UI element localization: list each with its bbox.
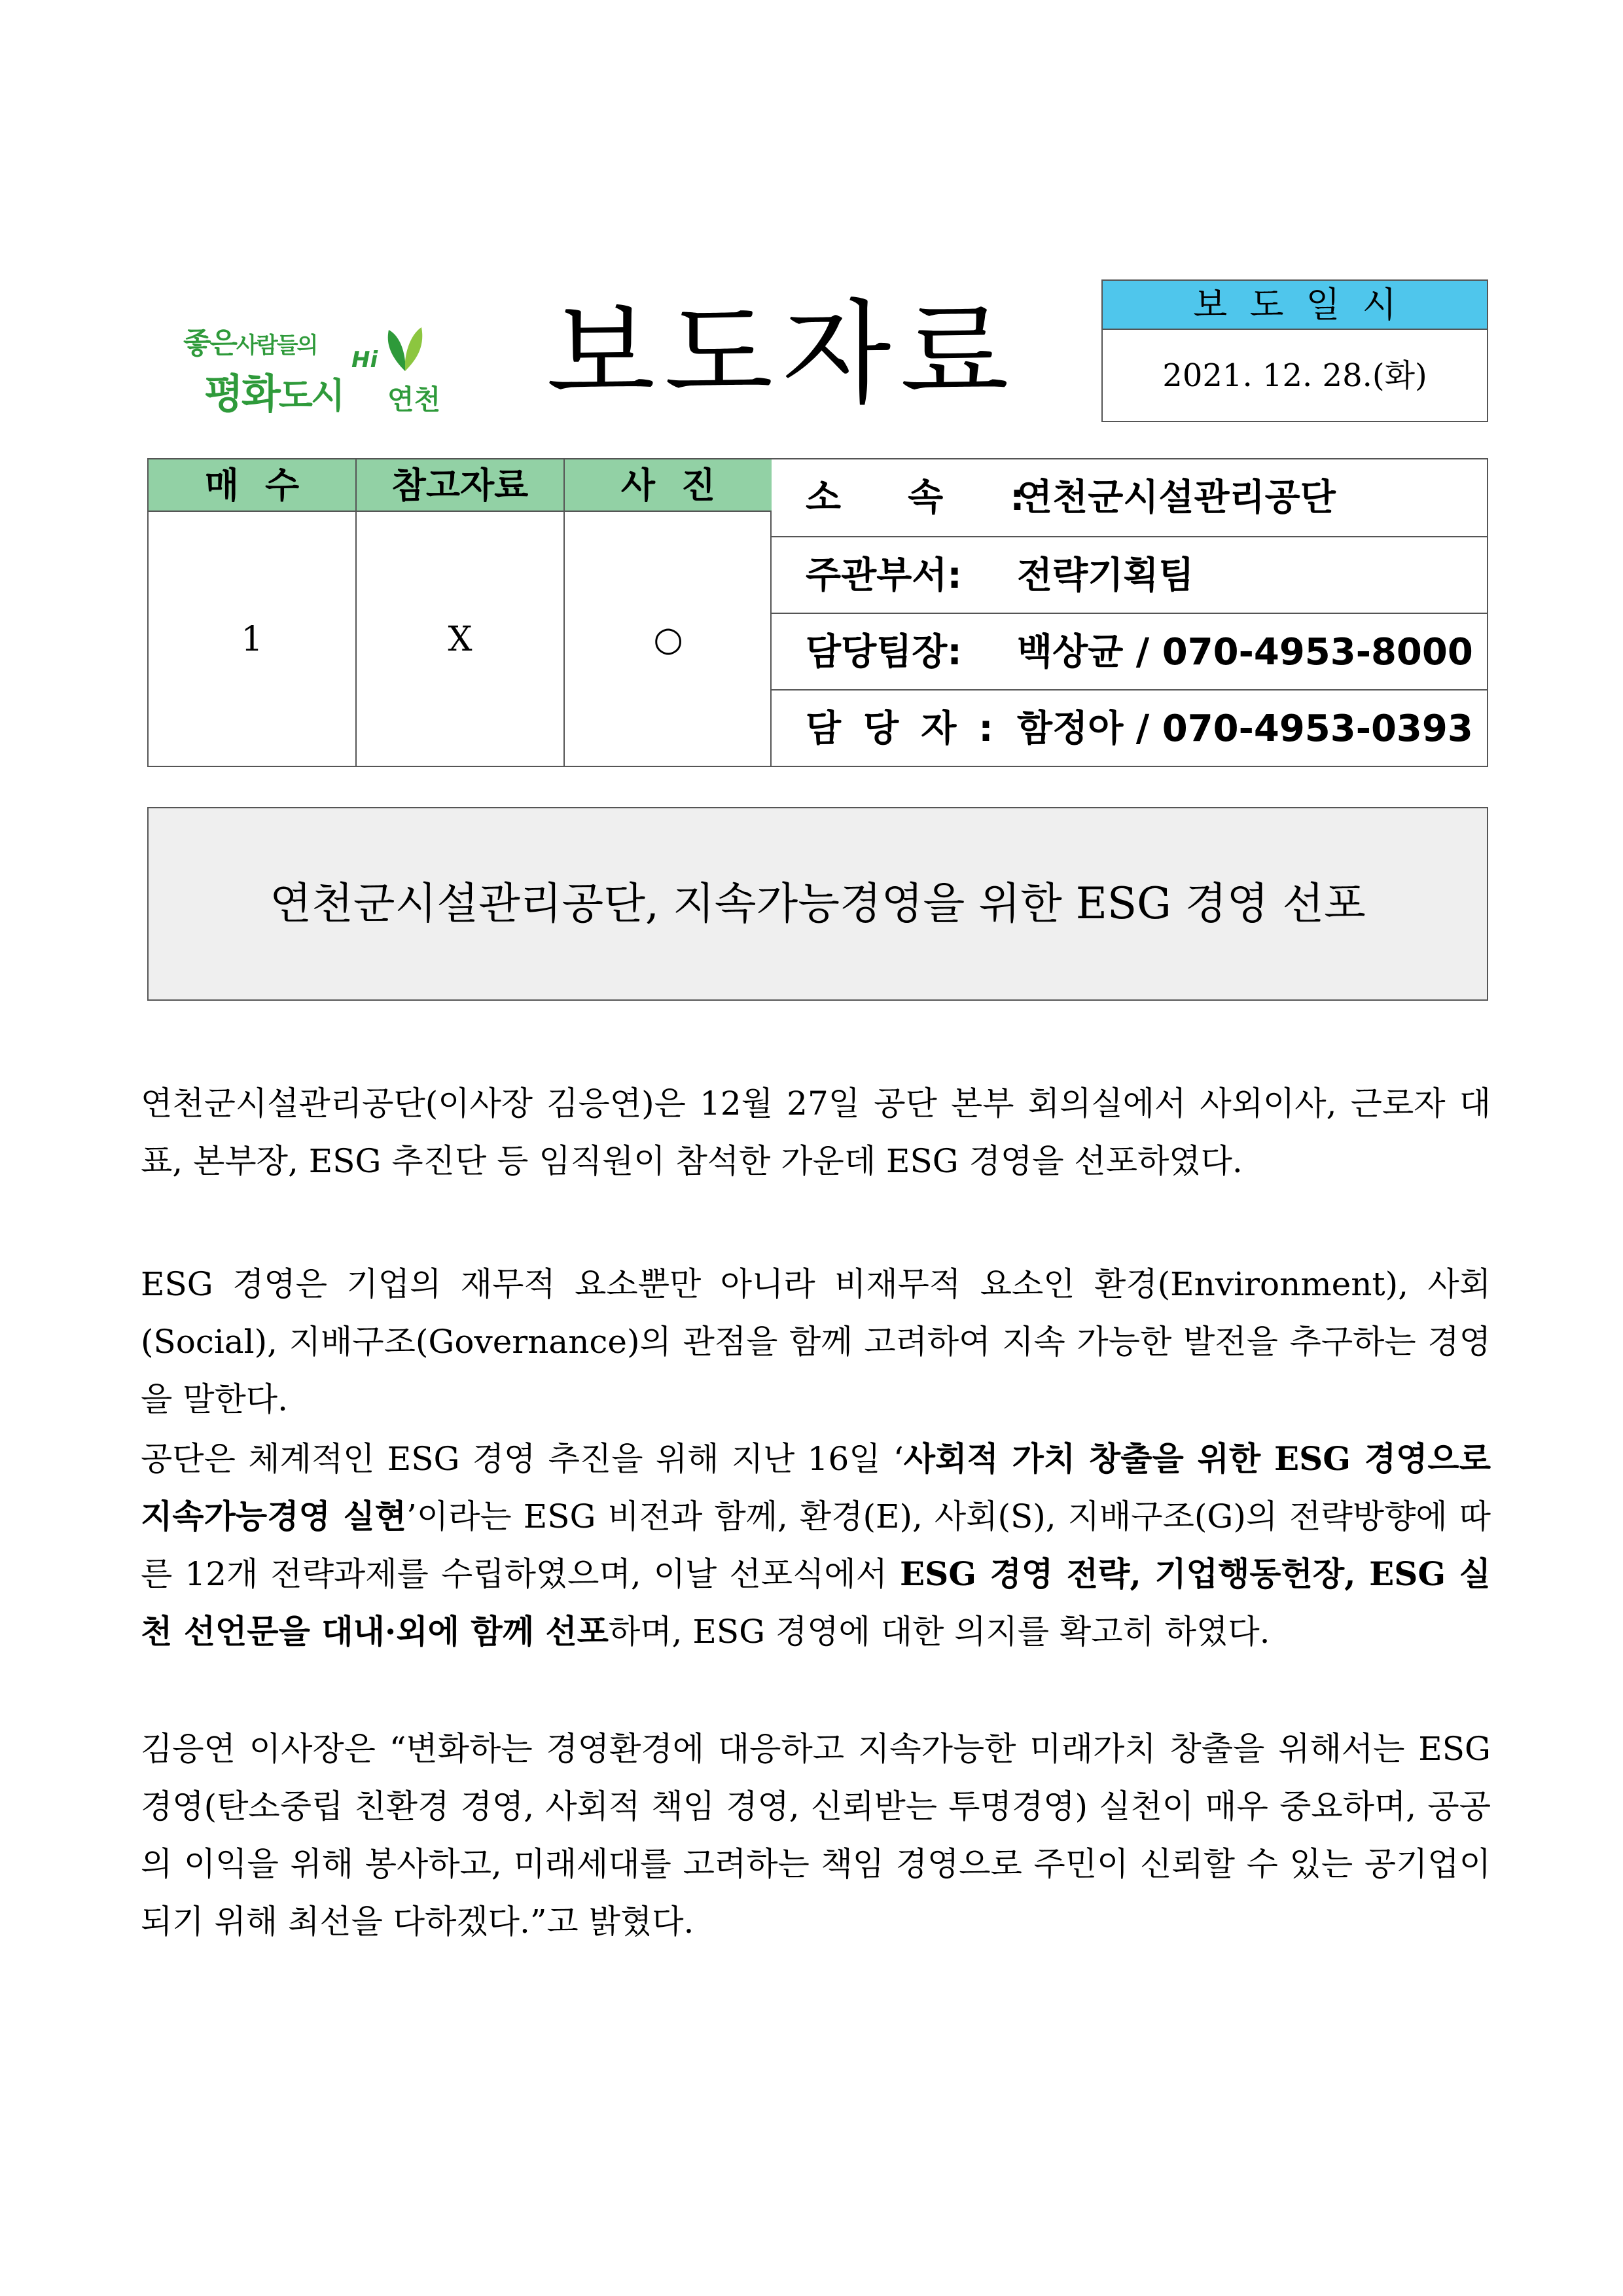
logo-hi: Hi bbox=[351, 347, 378, 373]
header-photo: 사진 bbox=[565, 459, 772, 512]
headline: 연천군시설관리공단, 지속가능경영을 위한 ESG 경영 선포 bbox=[147, 807, 1488, 1001]
leaf-icon bbox=[382, 322, 428, 374]
contact-row bbox=[772, 459, 1487, 536]
contact-label: 주관부서: bbox=[806, 554, 962, 597]
p3-text-c: ’이라는 ESG 비전과 함께, 환경(E), 사회(S), 지배구조(G)의 전략방향에 따른 12개 전략과제를 수립하였으며, 이날 선포식에서 bbox=[141, 1498, 1491, 1593]
logo-slogan-1b: 사람들의 bbox=[236, 332, 317, 359]
release-date-value: 2021. 12. 28.(화) bbox=[1162, 357, 1427, 394]
p3-bold-declaration: ESG 경영 전략, 기업행동헌장, ESG 실천 선언문을 대내·외에 함께 선포 bbox=[141, 1554, 1491, 1651]
value-pages: 1 bbox=[149, 512, 357, 767]
logo-brand-name: 연천 bbox=[387, 384, 441, 416]
attachment-count-table bbox=[147, 458, 772, 767]
contact-value: 함정아 / 070-4953-0393 bbox=[1017, 708, 1473, 750]
header-pages: 매수 bbox=[149, 459, 357, 512]
p3-text-a: 공단은 체계적인 ESG 경영 추진을 위해 지난 16일 ‘ bbox=[141, 1440, 904, 1478]
contact-value: 전략기획팀 bbox=[1017, 554, 1194, 597]
release-date-box bbox=[1101, 279, 1488, 422]
contact-table bbox=[772, 458, 1488, 767]
contact-value: 연천군시설관리공단 bbox=[1017, 476, 1336, 519]
logo-slogan-1a: 좋은 bbox=[183, 327, 237, 360]
yeoncheon-logo bbox=[171, 308, 459, 432]
p3-text-e: 하며, ESG 경영에 대한 의지를 확고히 하였다. bbox=[608, 1613, 1270, 1651]
contact-label: 소속: bbox=[806, 476, 1092, 519]
contact-label: 담당팀장: bbox=[806, 631, 962, 673]
value-photo: ○ bbox=[653, 620, 683, 659]
logo-slogan-2b: 도시 bbox=[278, 375, 344, 416]
contact-label: 담당자: bbox=[806, 708, 1016, 750]
body-paragraph-1: 연천군시설관리공단(이사장 김응연)은 12월 27일 공단 본부 회의실에서 사외이사, 근로자 대표, 본부장, ESG 추진단 등 임직원이 참석한 가운데 ESG 경영을 선포하였다. bbox=[141, 1085, 1491, 1180]
body-paragraph-3 bbox=[141, 1430, 1491, 1660]
page-title: 보도자료 bbox=[546, 288, 1018, 420]
p3-bold-vision: 사회적 가치 창출을 위한 ESG 경영으로 지속가능경영 실현 bbox=[141, 1439, 1491, 1535]
body-paragraph-4: 김응연 이사장은 “변화하는 경영환경에 대응하고 지속가능한 미래가치 창출을 위해서는 ESG 경영(탄소중립 친환경 경영, 사회적 책임 경영, 신뢰받는 투명경영) 실천이 매우 중요하며, 공공의 이익을 위해 봉사하고, 미래세대를 고려하는 책임 경영으로 주민이 신뢰할 수 있는 공기업이 되기 위해 최선을 다하겠다.”고 밝혔다. bbox=[141, 1730, 1491, 1941]
release-date-header: 보도일시 bbox=[1103, 281, 1487, 330]
body-paragraph-2: ESG 경영은 기업의 재무적 요소뿐만 아니라 비재무적 요소인 환경(Environment), 사회(Social), 지배구조(Governance)의 관점을 함께 고려하여 지속 가능한 발전을 추구하는 경영을 말한다. bbox=[141, 1265, 1491, 1418]
contact-row bbox=[772, 536, 1487, 613]
contact-row bbox=[772, 689, 1487, 766]
contact-row bbox=[772, 613, 1487, 689]
value-reference: X bbox=[357, 512, 565, 767]
logo-slogan-2a: 평화 bbox=[204, 370, 279, 418]
contact-value: 백상균 / 070-4953-8000 bbox=[1017, 631, 1473, 673]
header-reference: 참고자료 bbox=[357, 459, 565, 512]
